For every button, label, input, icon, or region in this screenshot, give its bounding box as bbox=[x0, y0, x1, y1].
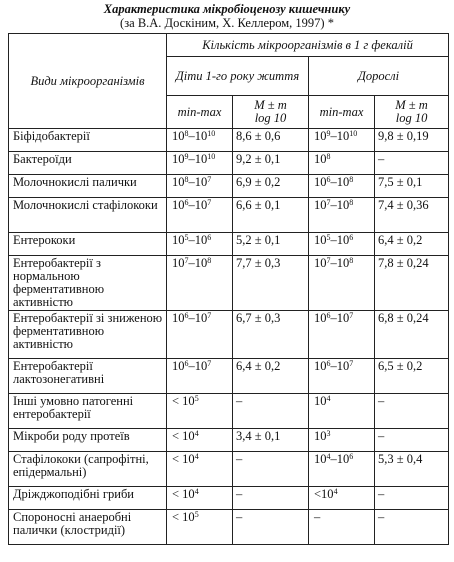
children-mean: 6,9 ± 0,2 bbox=[233, 175, 309, 198]
adults-minmax: $10^6-10^7$ bbox=[309, 359, 375, 394]
species-name: Ентеробактерії зі зниженою ферментативною активністю bbox=[9, 311, 167, 359]
children-mean: – bbox=[233, 452, 309, 487]
microbiocenosis-table bbox=[8, 33, 449, 545]
species-name: Дріжджоподібні гриби bbox=[9, 487, 167, 510]
table-row bbox=[9, 394, 449, 429]
table-row bbox=[9, 487, 449, 510]
species-name: Ентеробактерії лактозонегативні bbox=[9, 359, 167, 394]
header-children-mean bbox=[233, 96, 309, 129]
adults-mean: 6,5 ± 0,2 bbox=[375, 359, 449, 394]
header-species: Види мікроорганізмів bbox=[9, 34, 167, 129]
children-minmax: < $10^4$ bbox=[167, 429, 233, 452]
species-name: Інші умовно патогенні ентеробактерії bbox=[9, 394, 167, 429]
header-adults-mean bbox=[375, 96, 449, 129]
children-mean: – bbox=[233, 394, 309, 429]
table-row bbox=[9, 510, 449, 545]
children-mean: 7,7 ± 0,3 bbox=[233, 256, 309, 311]
table-row bbox=[9, 198, 449, 233]
adults-minmax: $10^8$ bbox=[309, 152, 375, 175]
children-minmax: $10^5-10^6$ bbox=[167, 233, 233, 256]
table-title: Характеристика мікробіоценозу кишечнику bbox=[103, 2, 351, 16]
children-mean: – bbox=[233, 510, 309, 545]
adults-minmax: $10^4$ bbox=[309, 394, 375, 429]
adults-mean: 7,5 ± 0,1 bbox=[375, 175, 449, 198]
children-mean: 6,6 ± 0,1 bbox=[233, 198, 309, 233]
adults-mean: – bbox=[375, 429, 449, 452]
children-minmax: $10^6-10^7$ bbox=[167, 359, 233, 394]
adults-minmax: $10^5-10^6$ bbox=[309, 233, 375, 256]
adults-minmax: $10^6-10^7$ bbox=[309, 311, 375, 359]
adults-minmax: $10^3$ bbox=[309, 429, 375, 452]
species-name: Молочнокислі палички bbox=[9, 175, 167, 198]
species-name: Мікроби роду протеїв bbox=[9, 429, 167, 452]
header-children-minmax: min-max bbox=[167, 96, 233, 129]
species-name: Ентерококи bbox=[9, 233, 167, 256]
adults-mean: 5,3 ± 0,4 bbox=[375, 452, 449, 487]
header-adults: Дорослі bbox=[309, 57, 449, 96]
table-row bbox=[9, 452, 449, 487]
table-row bbox=[9, 233, 449, 256]
species-name: Ентеробактерії з нормальною ферментативною активністю bbox=[9, 256, 167, 311]
header-count: Кількість мікроорганізмів в 1 г фекалій bbox=[167, 34, 449, 57]
species-name: Біфідобактерії bbox=[9, 129, 167, 152]
adults-minmax: $<10^4$ bbox=[309, 487, 375, 510]
children-mean: 6,4 ± 0,2 bbox=[233, 359, 309, 394]
children-minmax: $10^6-10^7$ bbox=[167, 311, 233, 359]
header-adults-minmax: min-max bbox=[309, 96, 375, 129]
mean-label: M ± m bbox=[395, 98, 428, 112]
header-children: Діти 1-го року життя bbox=[167, 57, 309, 96]
table-row bbox=[9, 429, 449, 452]
children-minmax: < $10^5$ bbox=[167, 510, 233, 545]
species-name: Бактероїди bbox=[9, 152, 167, 175]
children-minmax: $10^8-10^{10}$ bbox=[167, 129, 233, 152]
log-label: log 10 bbox=[254, 111, 287, 125]
table-row bbox=[9, 175, 449, 198]
children-mean: – bbox=[233, 487, 309, 510]
children-minmax: < $10^4$ bbox=[167, 452, 233, 487]
children-minmax: $10^7-10^8$ bbox=[167, 256, 233, 311]
children-minmax: $10^8-10^7$ bbox=[167, 175, 233, 198]
children-mean: 8,6 ± 0,6 bbox=[233, 129, 309, 152]
table-row bbox=[9, 256, 449, 311]
adults-mean: – bbox=[375, 394, 449, 429]
children-minmax: $10^6-10^7$ bbox=[167, 198, 233, 233]
children-minmax: < $10^5$ bbox=[167, 394, 233, 429]
adults-minmax: $10^6-10^8$ bbox=[309, 175, 375, 198]
table-subtitle: (за В.А. Доскіним, Х. Келлером, 1997) * bbox=[120, 16, 334, 30]
adults-minmax: $10^9-10^{10}$ bbox=[309, 129, 375, 152]
adults-minmax: $10^7-10^8$ bbox=[309, 256, 375, 311]
table-row bbox=[9, 311, 449, 359]
species-name: Спороносні анаеробні палички (клостридії) bbox=[9, 510, 167, 545]
adults-minmax: $10^7-10^8$ bbox=[309, 198, 375, 233]
adults-mean: 7,4 ± 0,36 bbox=[375, 198, 449, 233]
adults-mean: – bbox=[375, 487, 449, 510]
children-mean: 6,7 ± 0,3 bbox=[233, 311, 309, 359]
adults-minmax: – bbox=[309, 510, 375, 545]
table-row bbox=[9, 359, 449, 394]
adults-mean: 6,8 ± 0,24 bbox=[375, 311, 449, 359]
children-mean: 9,2 ± 0,1 bbox=[233, 152, 309, 175]
children-minmax: $10^9-10^{10}$ bbox=[167, 152, 233, 175]
mean-label: M ± m bbox=[254, 98, 287, 112]
adults-minmax: $10^4-10^6$ bbox=[309, 452, 375, 487]
adults-mean: – bbox=[375, 510, 449, 545]
children-mean: 3,4 ± 0,1 bbox=[233, 429, 309, 452]
table-row bbox=[9, 129, 449, 152]
table-row bbox=[9, 152, 449, 175]
children-minmax: < $10^4$ bbox=[167, 487, 233, 510]
species-name: Молочнокислі стафілококи bbox=[9, 198, 167, 233]
adults-mean: – bbox=[375, 152, 449, 175]
adults-mean: 7,8 ± 0,24 bbox=[375, 256, 449, 311]
adults-mean: 6,4 ± 0,2 bbox=[375, 233, 449, 256]
log-label: log 10 bbox=[395, 111, 428, 125]
species-name: Стафілококи (сапрофітні, епідермальні) bbox=[9, 452, 167, 487]
children-mean: 5,2 ± 0,1 bbox=[233, 233, 309, 256]
adults-mean: 9,8 ± 0,19 bbox=[375, 129, 449, 152]
